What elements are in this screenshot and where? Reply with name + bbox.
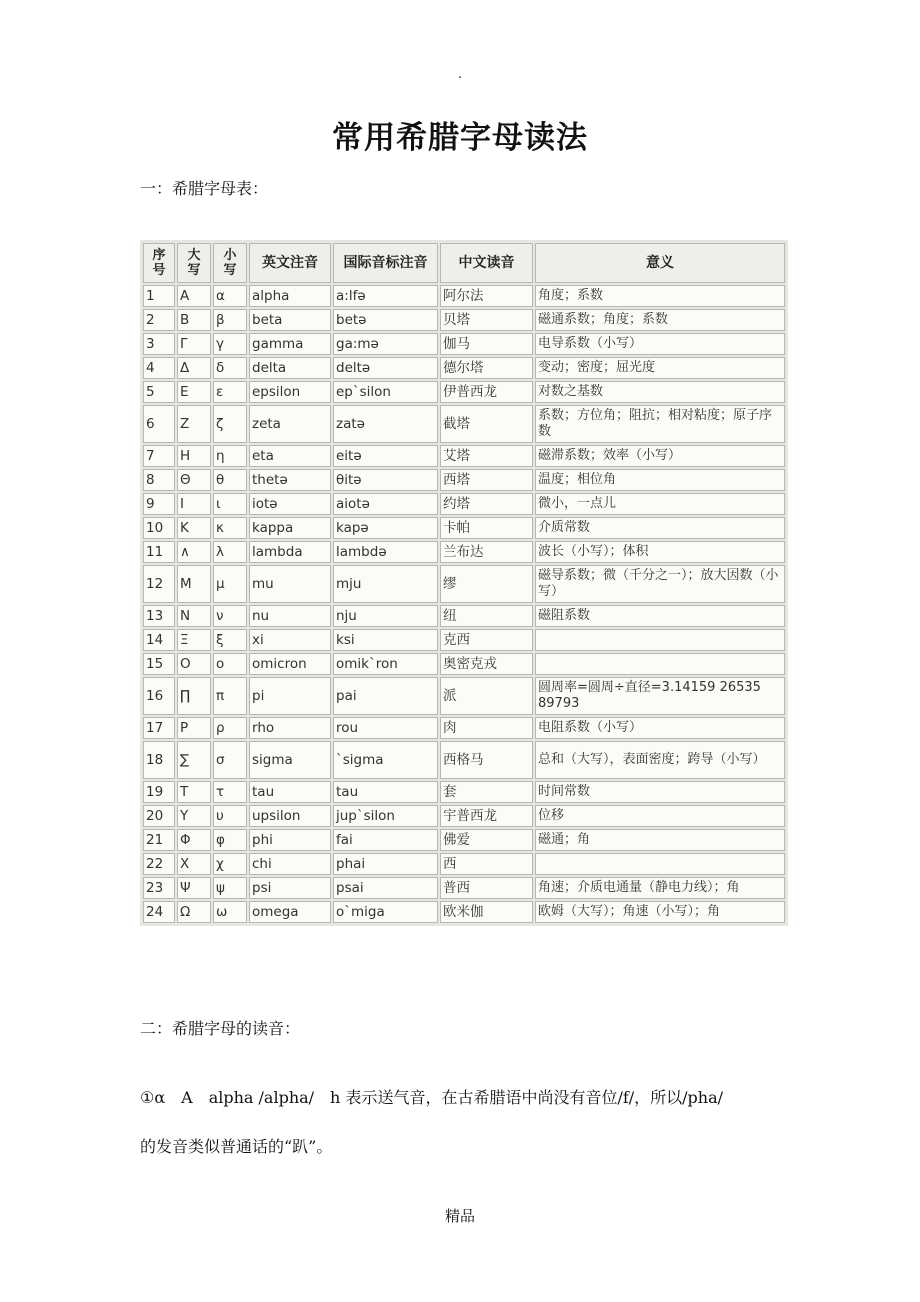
cell-chinese: 佛爱 [440,829,533,851]
cell-ipa: ga:mə [333,333,438,355]
cell-english: alpha [249,285,331,307]
cell-chinese: 派 [440,677,533,715]
table-row [143,629,785,651]
cell-meaning: 系数；方位角；阻抗；相对粘度；原子序数 [535,405,785,443]
cell-english: thetə [249,469,331,491]
cell-meaning: 位移 [535,805,785,827]
page-footer: 精品 [444,1207,475,1225]
cell-chinese: 卡帕 [440,517,533,539]
cell-chinese: 欧米伽 [440,901,533,923]
cell-lowercase: κ [213,517,247,539]
cell-english: iotə [249,493,331,515]
table-body [143,285,785,923]
table-row [143,469,785,491]
cell-uppercase: Ι [177,493,211,515]
cell-number: 23 [143,877,175,899]
cell-ipa: lambdə [333,541,438,563]
page-title: 常用希腊字母读法 [332,120,588,156]
cell-uppercase: Ρ [177,717,211,739]
greek-alphabet-table [141,241,787,925]
cell-uppercase: Ω [177,901,211,923]
cell-ipa: nju [333,605,438,627]
cell-meaning [535,853,785,875]
cell-chinese: 贝塔 [440,309,533,331]
cell-meaning: 电导系数（小写） [535,333,785,355]
cell-ipa: pai [333,677,438,715]
cell-ipa: a:lfə [333,285,438,307]
cell-number: 19 [143,781,175,803]
cell-uppercase: ∏ [177,677,211,715]
cell-ipa: eitə [333,445,438,467]
cell-number: 17 [143,717,175,739]
cell-lowercase: ν [213,605,247,627]
table-row [143,285,785,307]
cell-number: 21 [143,829,175,851]
cell-number: 2 [143,309,175,331]
cell-chinese: 西塔 [440,469,533,491]
cell-lowercase: ψ [213,877,247,899]
cell-meaning: 总和（大写），表面密度；跨导（小写） [535,741,785,779]
section-heading-pronunciation: 二：希腊字母的读音： [140,1019,301,1038]
cell-ipa: ksi [333,629,438,651]
cell-uppercase: Ζ [177,405,211,443]
cell-number: 16 [143,677,175,715]
cell-ipa: omik`ron [333,653,438,675]
cell-lowercase: ο [213,653,247,675]
cell-lowercase: φ [213,829,247,851]
cell-lowercase: χ [213,853,247,875]
cell-meaning: 时间常数 [535,781,785,803]
table-row [143,805,785,827]
cell-meaning: 磁通系数；角度；系数 [535,309,785,331]
cell-english: tau [249,781,331,803]
cell-ipa: o`miga [333,901,438,923]
cell-meaning [535,653,785,675]
cell-chinese: 伊普西龙 [440,381,533,403]
cell-uppercase: Γ [177,333,211,355]
table-row [143,717,785,739]
cell-number: 9 [143,493,175,515]
table-row [143,357,785,379]
cell-number: 3 [143,333,175,355]
cell-lowercase: ω [213,901,247,923]
cell-uppercase: Α [177,285,211,307]
cell-english: chi [249,853,331,875]
cell-uppercase: Φ [177,829,211,851]
cell-lowercase: ξ [213,629,247,651]
cell-chinese: 阿尔法 [440,285,533,307]
cell-ipa: mju [333,565,438,603]
cell-number: 14 [143,629,175,651]
cell-chinese: 西 [440,853,533,875]
cell-uppercase: Μ [177,565,211,603]
cell-lowercase: α [213,285,247,307]
paragraph-alpha-line2: 的发音类似普通话的“趴”。 [140,1137,333,1156]
cell-english: beta [249,309,331,331]
cell-number: 24 [143,901,175,923]
cell-number: 20 [143,805,175,827]
cell-uppercase: Κ [177,517,211,539]
cell-number: 5 [143,381,175,403]
cell-number: 12 [143,565,175,603]
cell-uppercase: ∑ [177,741,211,779]
cell-english: omega [249,901,331,923]
cell-english: xi [249,629,331,651]
cell-lowercase: β [213,309,247,331]
cell-lowercase: ρ [213,717,247,739]
table-row [143,517,785,539]
cell-lowercase: π [213,677,247,715]
cell-lowercase: μ [213,565,247,603]
header-dot: . [457,66,463,82]
table-header-row [143,243,785,283]
table-row [143,493,785,515]
col-header-ipa: 国际音标注音 [333,243,438,283]
cell-ipa: `sigma [333,741,438,779]
cell-lowercase: γ [213,333,247,355]
cell-chinese: 艾塔 [440,445,533,467]
cell-uppercase: Υ [177,805,211,827]
cell-number: 13 [143,605,175,627]
cell-chinese: 截塔 [440,405,533,443]
cell-ipa: θitə [333,469,438,491]
cell-ipa: deltə [333,357,438,379]
cell-ipa: kapə [333,517,438,539]
cell-number: 11 [143,541,175,563]
cell-ipa: phai [333,853,438,875]
cell-ipa: fai [333,829,438,851]
cell-meaning: 电阻系数（小写） [535,717,785,739]
col-header-meaning: 意义 [535,243,785,283]
table-row [143,781,785,803]
table-row [143,309,785,331]
cell-english: psi [249,877,331,899]
col-header-chinese: 中文读音 [440,243,533,283]
cell-chinese: 纽 [440,605,533,627]
table-row [143,677,785,715]
table-row [143,853,785,875]
cell-lowercase: θ [213,469,247,491]
cell-lowercase: δ [213,357,247,379]
cell-uppercase: Ο [177,653,211,675]
cell-number: 7 [143,445,175,467]
greek-alphabet-table-container [140,240,788,926]
cell-lowercase: λ [213,541,247,563]
cell-english: pi [249,677,331,715]
cell-english: lambda [249,541,331,563]
cell-lowercase: ι [213,493,247,515]
col-header-lowercase: 小 写 [213,243,247,283]
cell-english: nu [249,605,331,627]
cell-lowercase: ε [213,381,247,403]
cell-meaning: 对数之基数 [535,381,785,403]
cell-chinese: 约塔 [440,493,533,515]
cell-number: 10 [143,517,175,539]
cell-uppercase: Ψ [177,877,211,899]
cell-meaning: 圆周率=圆周÷直径=3.14159 26535 89793 [535,677,785,715]
cell-ipa: zatə [333,405,438,443]
cell-chinese: 兰布达 [440,541,533,563]
table-row [143,877,785,899]
cell-meaning: 温度；相位角 [535,469,785,491]
table-row [143,333,785,355]
col-header-english: 英文注音 [249,243,331,283]
cell-meaning: 磁滞系数；效率（小写） [535,445,785,467]
cell-ipa: ep`silon [333,381,438,403]
cell-meaning: 角度；系数 [535,285,785,307]
cell-uppercase: Χ [177,853,211,875]
cell-uppercase: ∧ [177,541,211,563]
table-row [143,741,785,779]
cell-english: sigma [249,741,331,779]
cell-english: rho [249,717,331,739]
cell-meaning: 波长（小写）；体积 [535,541,785,563]
cell-uppercase: Ε [177,381,211,403]
table-row [143,541,785,563]
cell-english: delta [249,357,331,379]
paragraph-alpha-line1: ①α A alpha /alpha/ h 表示送气音，在古希腊语中尚没有音位/f/，所以/pha/ [140,1088,724,1107]
cell-meaning: 微小，一点儿 [535,493,785,515]
cell-english: zeta [249,405,331,443]
cell-meaning: 磁导系数；微（千分之一）；放大因数（小写） [535,565,785,603]
cell-number: 4 [143,357,175,379]
cell-number: 15 [143,653,175,675]
cell-english: eta [249,445,331,467]
cell-meaning: 介质常数 [535,517,785,539]
cell-meaning: 角速；介质电通量（静电力线）；角 [535,877,785,899]
cell-english: epsilon [249,381,331,403]
cell-english: gamma [249,333,331,355]
cell-chinese: 宇普西龙 [440,805,533,827]
cell-meaning: 变动；密度；屈光度 [535,357,785,379]
cell-uppercase: Δ [177,357,211,379]
cell-meaning: 磁通；角 [535,829,785,851]
cell-uppercase: Τ [177,781,211,803]
section-heading-alphabet-table: 一：希腊字母表： [140,179,269,198]
cell-english: phi [249,829,331,851]
cell-chinese: 普西 [440,877,533,899]
cell-uppercase: Η [177,445,211,467]
cell-chinese: 德尔塔 [440,357,533,379]
table-row [143,901,785,923]
cell-lowercase: τ [213,781,247,803]
cell-ipa: rou [333,717,438,739]
cell-ipa: betə [333,309,438,331]
cell-lowercase: η [213,445,247,467]
cell-lowercase: υ [213,805,247,827]
cell-meaning: 欧姆（大写）；角速（小写）；角 [535,901,785,923]
cell-number: 18 [143,741,175,779]
cell-chinese: 缪 [440,565,533,603]
table-row [143,829,785,851]
cell-ipa: aiotə [333,493,438,515]
cell-number: 6 [143,405,175,443]
cell-number: 22 [143,853,175,875]
cell-ipa: psai [333,877,438,899]
table-row [143,565,785,603]
cell-uppercase: Ξ [177,629,211,651]
cell-chinese: 克西 [440,629,533,651]
table-row [143,653,785,675]
cell-lowercase: ζ [213,405,247,443]
cell-english: omicron [249,653,331,675]
cell-chinese: 肉 [440,717,533,739]
table-row [143,405,785,443]
cell-chinese: 奥密克戎 [440,653,533,675]
cell-english: mu [249,565,331,603]
cell-meaning [535,629,785,651]
col-header-uppercase: 大 写 [177,243,211,283]
cell-english: kappa [249,517,331,539]
cell-chinese: 西格马 [440,741,533,779]
table-row [143,381,785,403]
table-row [143,605,785,627]
col-header-number: 序 号 [143,243,175,283]
cell-meaning: 磁阻系数 [535,605,785,627]
table-row [143,445,785,467]
cell-english: upsilon [249,805,331,827]
cell-ipa: jup`silon [333,805,438,827]
cell-ipa: tau [333,781,438,803]
cell-number: 8 [143,469,175,491]
cell-uppercase: Β [177,309,211,331]
cell-chinese: 伽马 [440,333,533,355]
cell-lowercase: σ [213,741,247,779]
cell-number: 1 [143,285,175,307]
cell-chinese: 套 [440,781,533,803]
cell-uppercase: Ν [177,605,211,627]
cell-uppercase: Θ [177,469,211,491]
